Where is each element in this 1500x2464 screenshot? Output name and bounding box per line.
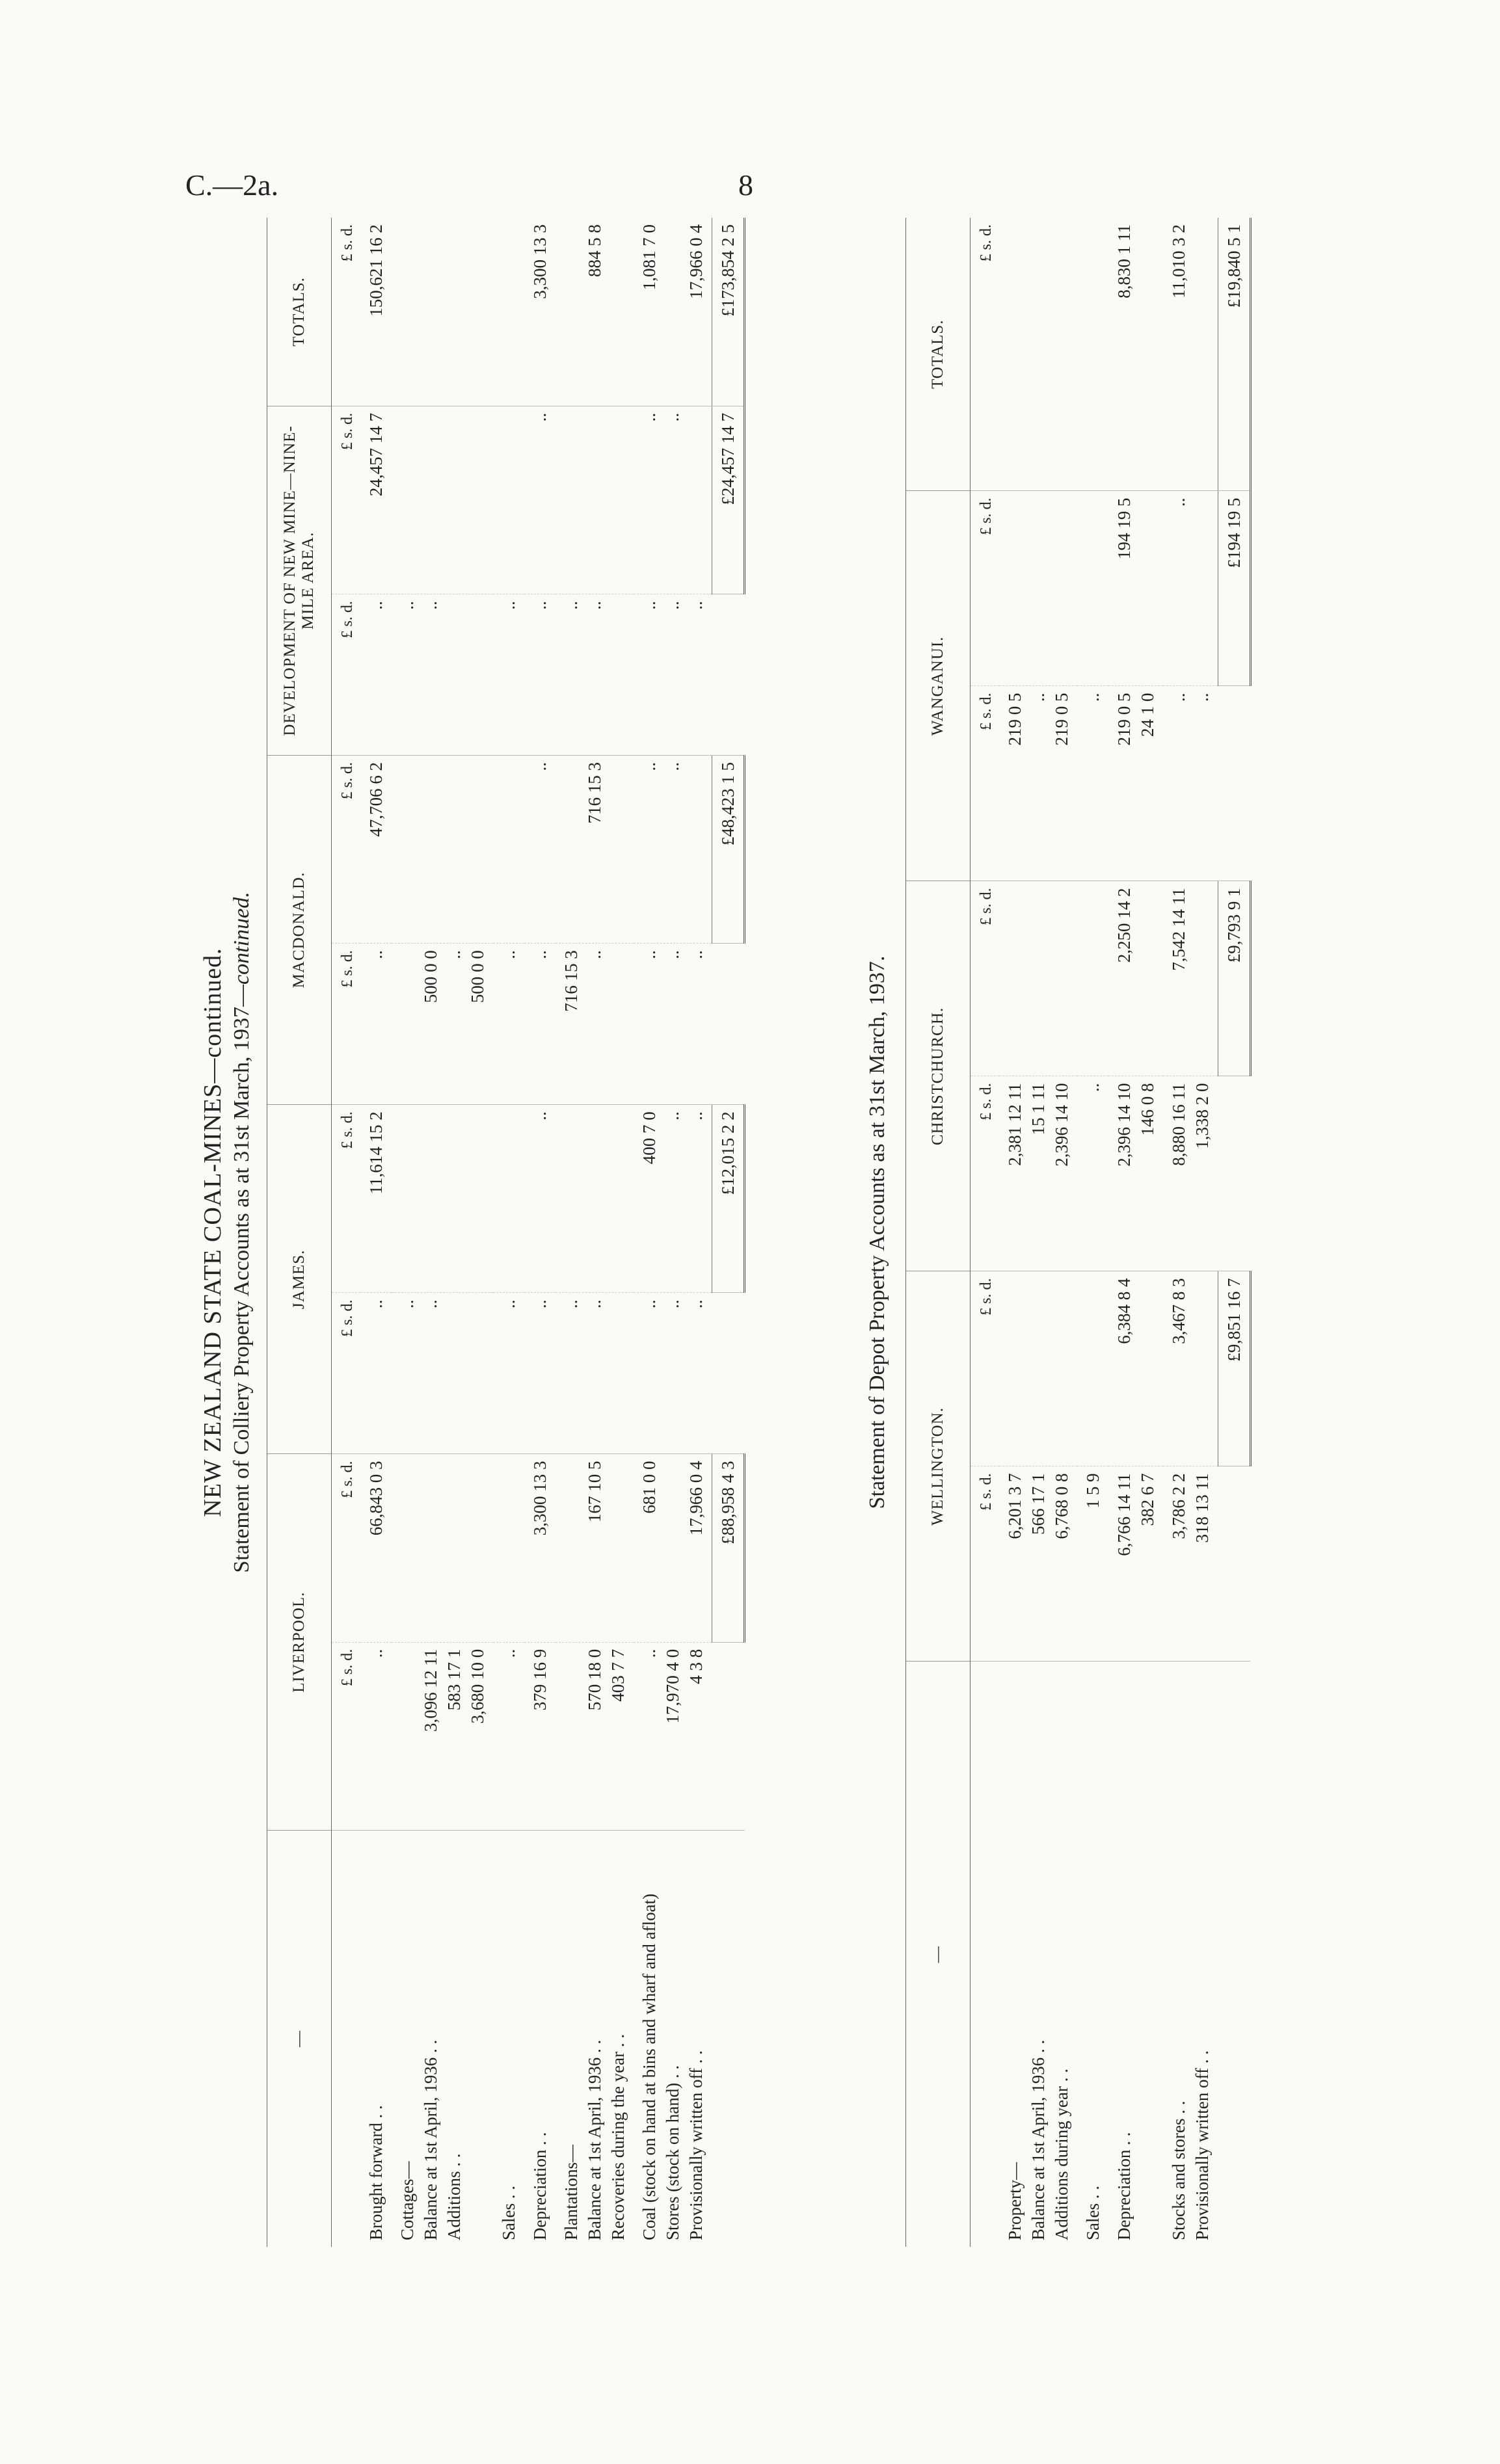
depot-amount-cell xyxy=(1077,218,1108,491)
depot-amount-cell: .. xyxy=(1077,1076,1108,1271)
depot-total-cell: £194 19 5 xyxy=(1218,491,1250,686)
colliery-amount-cell: 681 0 0 17,966 0 4 xyxy=(634,1454,712,1642)
colliery-total-spacer xyxy=(712,1642,745,1830)
depot-totals-label xyxy=(1218,1662,1250,2247)
colliery-amount-cell: 3,300 13 3 xyxy=(524,218,556,406)
depot-unit-label: £ s. d. xyxy=(971,1466,1000,1662)
colliery-total-spacer xyxy=(712,594,745,756)
depot-row xyxy=(1077,218,1108,2247)
colliery-row xyxy=(524,218,556,2247)
depot-total-spacer xyxy=(1218,1076,1250,1271)
report-title: NEW ZEALAND STATE COAL-MINES—continued. xyxy=(199,947,226,1517)
depot-col-header-wellington: WELLINGTON. xyxy=(906,1271,971,1662)
colliery-amount-cell xyxy=(392,756,493,944)
colliery-total-spacer xyxy=(712,944,745,1105)
colliery-table-title xyxy=(230,218,254,2247)
colliery-amount-cell: 3,300 13 3 xyxy=(524,1454,556,1642)
colliery-accounts-section xyxy=(198,218,784,2247)
depot-amount-cell: 11,010 3 2 xyxy=(1163,218,1218,491)
colliery-amount-cell: .. xyxy=(524,1293,556,1454)
colliery-unit-label: £ s. d. xyxy=(332,944,361,1105)
col-header-blank: — xyxy=(267,1830,332,2247)
depot-accounts-section xyxy=(865,218,1333,2247)
colliery-amount-cell xyxy=(493,1105,524,1293)
colliery-amount-cell xyxy=(493,218,524,406)
depot-amount-cell: 2,396 14 10 146 0 8 xyxy=(1108,1076,1163,1271)
colliery-amount-cell: .. xyxy=(524,406,556,594)
colliery-amount-cell: .. xyxy=(524,1105,556,1293)
depot-col-header-blank: — xyxy=(906,1662,971,2247)
colliery-unit-label: £ s. d. xyxy=(332,1642,361,1830)
colliery-totals-label xyxy=(712,1830,745,2247)
colliery-amount-cell: .. xyxy=(360,1293,392,1454)
colliery-amount-cell: 3,096 12 11 583 17 1 3,680 10 0 xyxy=(392,1642,493,1830)
depot-unit-label: £ s. d. xyxy=(971,1076,1000,1271)
depot-amount-cell: .. xyxy=(1163,491,1218,686)
colliery-row xyxy=(556,218,634,2247)
colliery-amount-cell: .. 17,970 4 0 4 3 8 xyxy=(634,1642,712,1830)
depot-row xyxy=(1108,218,1163,2247)
colliery-total-cell: £12,015 2 2 xyxy=(712,1105,745,1293)
depot-total-cell: £9,793 9 1 xyxy=(1218,881,1250,1076)
colliery-amount-cell: .. xyxy=(360,1642,392,1830)
colliery-amount-cell: .. .. xyxy=(392,594,493,756)
depot-row xyxy=(999,218,1077,2247)
colliery-row xyxy=(360,218,392,2247)
depot-amount-cell xyxy=(999,491,1077,686)
colliery-amount-cell: .. .. .. xyxy=(634,1293,712,1454)
colliery-row-label: Brought forward . . xyxy=(366,2105,386,2240)
colliery-row-label: Plantations— Balance at 1st April, 1936 . . Recoveries during the year . . xyxy=(561,2033,628,2240)
colliery-amount-cell xyxy=(493,406,524,594)
depot-total-spacer xyxy=(1218,1466,1250,1662)
colliery-total-cell: £173,854 2 5 xyxy=(712,218,745,406)
depot-unit-label: £ s. d. xyxy=(971,881,1000,1076)
colliery-amount-cell: 47,706 6 2 xyxy=(360,756,392,944)
depot-row xyxy=(1163,218,1218,2247)
colliery-amount-cell xyxy=(493,1454,524,1642)
depot-amount-cell xyxy=(999,881,1077,1076)
colliery-totals-row xyxy=(712,218,745,2247)
colliery-amount-cell: .. xyxy=(360,594,392,756)
colliery-total-cell: £48,423 1 5 xyxy=(712,756,745,944)
colliery-amount-cell: 11,614 15 2 xyxy=(360,1105,392,1293)
colliery-amount-cell: 500 0 0 .. 500 0 0 xyxy=(392,944,493,1105)
colliery-amount-cell: .. xyxy=(524,594,556,756)
depot-col-header-wanganui: WANGANUI. xyxy=(906,491,971,881)
document-reference: C.—2a. xyxy=(185,168,279,202)
colliery-row xyxy=(493,218,524,2247)
colliery-unit-label: £ s. d. xyxy=(332,218,361,406)
colliery-row-label: Cottages— Balance at 1st April, 1936 . . Additions . . xyxy=(397,2039,464,2240)
colliery-amount-cell xyxy=(392,1105,493,1293)
depot-amount-cell: 7,542 14 11 xyxy=(1163,881,1218,1076)
depot-total-spacer xyxy=(1218,686,1250,881)
colliery-amount-cell: 66,843 0 3 xyxy=(360,1454,392,1642)
depot-amount-cell: 8,880 16 11 1,338 2 0 xyxy=(1163,1076,1218,1271)
colliery-amount-cell: 167 10 5 xyxy=(556,1454,634,1642)
depot-row-label: Depreciation . . xyxy=(1114,2132,1134,2240)
colliery-amount-cell xyxy=(493,756,524,944)
colliery-accounts-table xyxy=(267,218,745,2247)
colliery-amount-cell: .. xyxy=(360,944,392,1105)
depot-units-row xyxy=(971,218,1000,2247)
colliery-total-cell: £88,958 4 3 xyxy=(712,1454,745,1642)
colliery-amount-cell: .. .. .. xyxy=(634,594,712,756)
colliery-unit-label: £ s. d. xyxy=(332,756,361,944)
colliery-amount-cell: .. .. .. xyxy=(634,944,712,1105)
depot-amount-cell: 219 0 5 .. 219 0 5 xyxy=(999,686,1077,881)
depot-amount-cell: 2,381 12 11 15 1 11 2,396 14 10 xyxy=(999,1076,1077,1271)
col-header-macdonald: MACDONALD. xyxy=(267,756,332,1105)
col-header-james: JAMES. xyxy=(267,1105,332,1454)
colliery-row-label: Sales . . xyxy=(499,2186,518,2240)
colliery-header-row xyxy=(267,218,332,2247)
depot-amount-cell xyxy=(999,218,1077,491)
depot-amount-cell: 6,384 8 4 xyxy=(1108,1271,1163,1466)
colliery-amount-cell xyxy=(392,406,493,594)
colliery-row xyxy=(392,218,493,2247)
colliery-amount-cell: .. xyxy=(493,1293,524,1454)
colliery-amount-cell: 379 16 9 xyxy=(524,1642,556,1830)
depot-unit-label: £ s. d. xyxy=(971,686,1000,881)
depot-unit-label: £ s. d. xyxy=(971,218,1000,491)
depot-unit-label xyxy=(971,1662,1000,2247)
colliery-amount-cell xyxy=(392,218,493,406)
colliery-title-text: Statement of Colliery Property Accounts as at 31st March, 1937— xyxy=(230,984,254,1573)
colliery-total-spacer xyxy=(712,1293,745,1454)
colliery-amount-cell xyxy=(392,1454,493,1642)
colliery-amount-cell: 884 5 8 xyxy=(556,218,634,406)
colliery-unit-label: £ s. d. xyxy=(332,1454,361,1642)
colliery-amount-cell: .. xyxy=(493,944,524,1105)
colliery-amount-cell: 570 18 0 403 7 7 xyxy=(556,1642,634,1830)
depot-row-label: Sales . . xyxy=(1083,2186,1103,2240)
depot-amount-cell xyxy=(1077,1271,1108,1466)
depot-totals-row xyxy=(1218,218,1250,2247)
colliery-amount-cell: .. .. xyxy=(556,1293,634,1454)
depot-amount-cell: 3,786 2 2 318 13 11 xyxy=(1163,1466,1218,1662)
colliery-unit-label: £ s. d. xyxy=(332,1105,361,1293)
depot-amount-cell: 194 19 5 xyxy=(1108,491,1163,686)
colliery-unit-label: £ s. d. xyxy=(332,406,361,594)
depot-amount-cell: .. xyxy=(1077,686,1108,881)
colliery-amount-cell: 400 7 0 .. .. xyxy=(634,1105,712,1293)
colliery-unit-label xyxy=(332,1830,361,2247)
depot-unit-label: £ s. d. xyxy=(971,491,1000,686)
colliery-amount-cell xyxy=(556,1105,634,1293)
depot-amount-cell: .. .. xyxy=(1163,686,1218,881)
colliery-amount-cell: .. .. xyxy=(392,1293,493,1454)
depot-amount-cell: 6,201 3 7 566 17 1 6,768 0 8 xyxy=(999,1466,1077,1662)
page-number: 8 xyxy=(738,168,753,202)
depot-col-header-totals: TOTALS. xyxy=(906,218,971,491)
colliery-amount-cell: 716 15 3 xyxy=(556,756,634,944)
depot-header-row xyxy=(906,218,971,2247)
colliery-row xyxy=(634,218,712,2247)
colliery-unit-label: £ s. d. xyxy=(332,1293,361,1454)
colliery-row-label: Coal (stock on hand at bins and wharf and afloat) Stores (stock on hand) . . Provisionally written off . . xyxy=(639,1893,706,2240)
colliery-amount-cell: .. .. xyxy=(634,756,712,944)
depot-amount-cell xyxy=(1077,491,1108,686)
colliery-amount-cell xyxy=(556,406,634,594)
depot-amount-cell: 3,467 8 3 xyxy=(1163,1271,1218,1466)
colliery-units-row xyxy=(332,218,361,2247)
colliery-amount-cell: .. xyxy=(524,756,556,944)
colliery-row-label: Depreciation . . xyxy=(530,2132,550,2240)
colliery-unit-label: £ s. d. xyxy=(332,594,361,756)
colliery-amount-cell: 24,457 14 7 xyxy=(360,406,392,594)
depot-amount-cell: 219 0 5 24 1 0 xyxy=(1108,686,1163,881)
depot-table-title: Statement of Depot Property Accounts as at 31st March, 1937. xyxy=(865,955,889,1509)
col-header-liverpool: LIVERPOOL. xyxy=(267,1454,332,1831)
col-header-new-mine: DEVELOPMENT OF NEW MINE—NINE-MILE AREA. xyxy=(267,406,332,755)
depot-unit-label: £ s. d. xyxy=(971,1271,1000,1466)
colliery-title-continued: continued. xyxy=(230,892,254,985)
depot-col-header-christchurch: CHRISTCHURCH. xyxy=(906,881,971,1271)
col-header-totals: TOTALS. xyxy=(267,218,332,406)
depot-amount-cell: 2,250 14 2 xyxy=(1108,881,1163,1076)
colliery-total-cell: £24,457 14 7 xyxy=(712,406,745,594)
colliery-amount-cell: .. .. xyxy=(634,406,712,594)
depot-total-cell: £19,840 5 1 xyxy=(1218,218,1250,491)
colliery-amount-cell: .. xyxy=(493,1642,524,1830)
depot-accounts-table xyxy=(905,218,1252,2247)
depot-row-label: Property— Balance at 1st April, 1936 . . Additions during year . . xyxy=(1005,2039,1071,2240)
colliery-amount-cell: 150,621 16 2 xyxy=(360,218,392,406)
depot-amount-cell xyxy=(1077,881,1108,1076)
depot-amount-cell: 1 5 9 xyxy=(1077,1466,1108,1662)
depot-amount-cell: 6,766 14 11 382 6 7 xyxy=(1108,1466,1163,1662)
colliery-amount-cell: 1,081 7 0 17,966 0 4 xyxy=(634,218,712,406)
depot-row-label: Stocks and stores . . Provisionally written off . . xyxy=(1169,2050,1212,2240)
colliery-amount-cell: .. xyxy=(493,594,524,756)
colliery-amount-cell: .. xyxy=(524,944,556,1105)
colliery-amount-cell: .. .. xyxy=(556,594,634,756)
depot-amount-cell xyxy=(999,1271,1077,1466)
depot-amount-cell: 8,830 1 11 xyxy=(1108,218,1163,491)
colliery-amount-cell: 716 15 3 .. xyxy=(556,944,634,1105)
depot-total-cell: £9,851 16 7 xyxy=(1218,1271,1250,1466)
